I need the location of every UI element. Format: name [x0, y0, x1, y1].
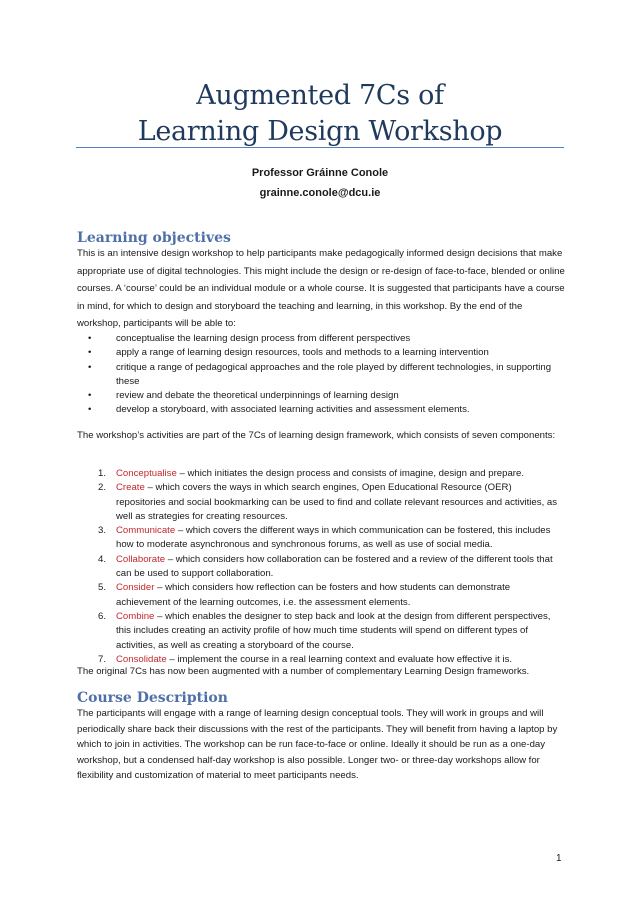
title-underline-divider [76, 147, 564, 148]
component-term: Collaborate [116, 553, 166, 565]
framework-intro: The workshop’s activities are part of the 7Cs of learning design framework, which consists of seven components: [77, 430, 556, 441]
component-term: Consolidate [116, 653, 167, 665]
list-item-text: conceptualise the learning design process from different perspectives [116, 333, 411, 344]
item-number: 7. [98, 653, 107, 665]
item-number: 4. [98, 553, 107, 565]
component-description: – which considers how reflection can be fosters and how students can demonstrate achievement of the learning outcomes, i.e. the assessment elements. [116, 582, 511, 608]
item-number: 6. [98, 610, 107, 622]
item-number: 2. [98, 482, 107, 494]
learning-objectives-intro: This is an intensive design workshop to help participants make pedagogically informed design decisions that make appropriate use of digital technologies. This might include the design or re-design of face-to-face, blended or online courses. A ‘course’ could be an individual module or a whole course. It is suggested that participants have a course in mind, for which to design and storyboard the teaching and learning, in this workshop. By the end of the workshop, participants will be able to: [77, 248, 565, 329]
course-description-heading: Course Description [77, 690, 228, 706]
list-item [77, 332, 557, 346]
item-number: 5. [98, 582, 107, 594]
list-item [77, 403, 557, 417]
list-item-text: review and debate the theoretical underpinnings of learning design [116, 390, 399, 402]
component-term: Create [116, 482, 145, 494]
objectives-list [77, 332, 557, 418]
component-term: Conceptualise [116, 468, 177, 479]
augmented-note: The original 7Cs has now been augmented with a number of complementary Learning Design frameworks. [77, 666, 530, 677]
component-term: Consider [116, 582, 155, 594]
component-description: – which covers the ways in which search engines, Open Educational Resource (OER) repositories and social bookmarking can be used to find and collate relevant resources and activities, as well as strategies for creating resources. [116, 482, 558, 522]
bullet-icon: • [88, 333, 92, 344]
list-item [77, 346, 557, 360]
learning-objectives-heading: Learning objectives [77, 230, 231, 246]
component-description: – which covers the different ways in which communication can be fostered, this includes how to moderate asynchronous and synchronous forums, as well as use of social media. [116, 525, 551, 551]
item-number: 1. [98, 468, 107, 479]
item-number: 3. [98, 525, 107, 537]
component-description: – which considers how collaboration can be fostered and a review of the different tools that can be used to support collaboration. [116, 553, 553, 580]
seven-cs-list [77, 467, 559, 667]
bullet-icon: • [88, 390, 92, 402]
component-term: Communicate [116, 525, 176, 537]
document-title [76, 78, 564, 150]
list-item [77, 610, 559, 653]
list-item [77, 553, 559, 582]
author-name: Professor Gráinne Conole [251, 167, 389, 179]
bullet-icon: • [88, 361, 92, 373]
page-number: 1 [556, 853, 562, 864]
list-item [77, 361, 557, 390]
course-description-body: The participants will engage with a range of learning design conceptual tools. They will work in groups and will periodically share back their discussions with the rest of the participants. They will benefit from having a laptop by which to join in activities. The workshop can be run face-to-face or online. Ideally it should be run as a one-day workshop, but a condensed half-day workshop is also possible. Longer two- or three-day workshops allow for flexibility and customization of material to meet participants needs. [77, 708, 558, 781]
list-item [77, 481, 559, 524]
component-term: Combine [116, 610, 155, 622]
bullet-icon: • [88, 404, 92, 416]
bullet-icon: • [88, 347, 92, 359]
component-description: – implement the course in a real learning context and evaluate how effective it is. [166, 653, 513, 665]
title-line-2: Learning Design Workshop [137, 116, 503, 147]
author-email: grainne.conole@dcu.ie [259, 187, 381, 199]
component-description: – which enables the designer to step back and look at the design from different perspectives, this includes creating an activity profile of how much time students will spend on different types of activities, as well as creating a storyboard of the course. [116, 610, 551, 651]
list-item-text: develop a storyboard, with associated learning activities and assessment elements. [116, 404, 470, 416]
list-item [77, 524, 559, 553]
list-item [77, 389, 557, 403]
component-description: – which initiates the design process and consists of imagine, design and prepare. [176, 468, 524, 479]
title-line-1: Augmented 7Cs of [196, 80, 444, 111]
list-item-text: critique a range of pedagogical approaches and the role played by different technologies, in supporting these [116, 361, 552, 387]
list-item-text: apply a range of learning design resources, tools and methods to a learning intervention [116, 347, 489, 359]
list-item [77, 581, 559, 610]
list-item [77, 467, 559, 481]
